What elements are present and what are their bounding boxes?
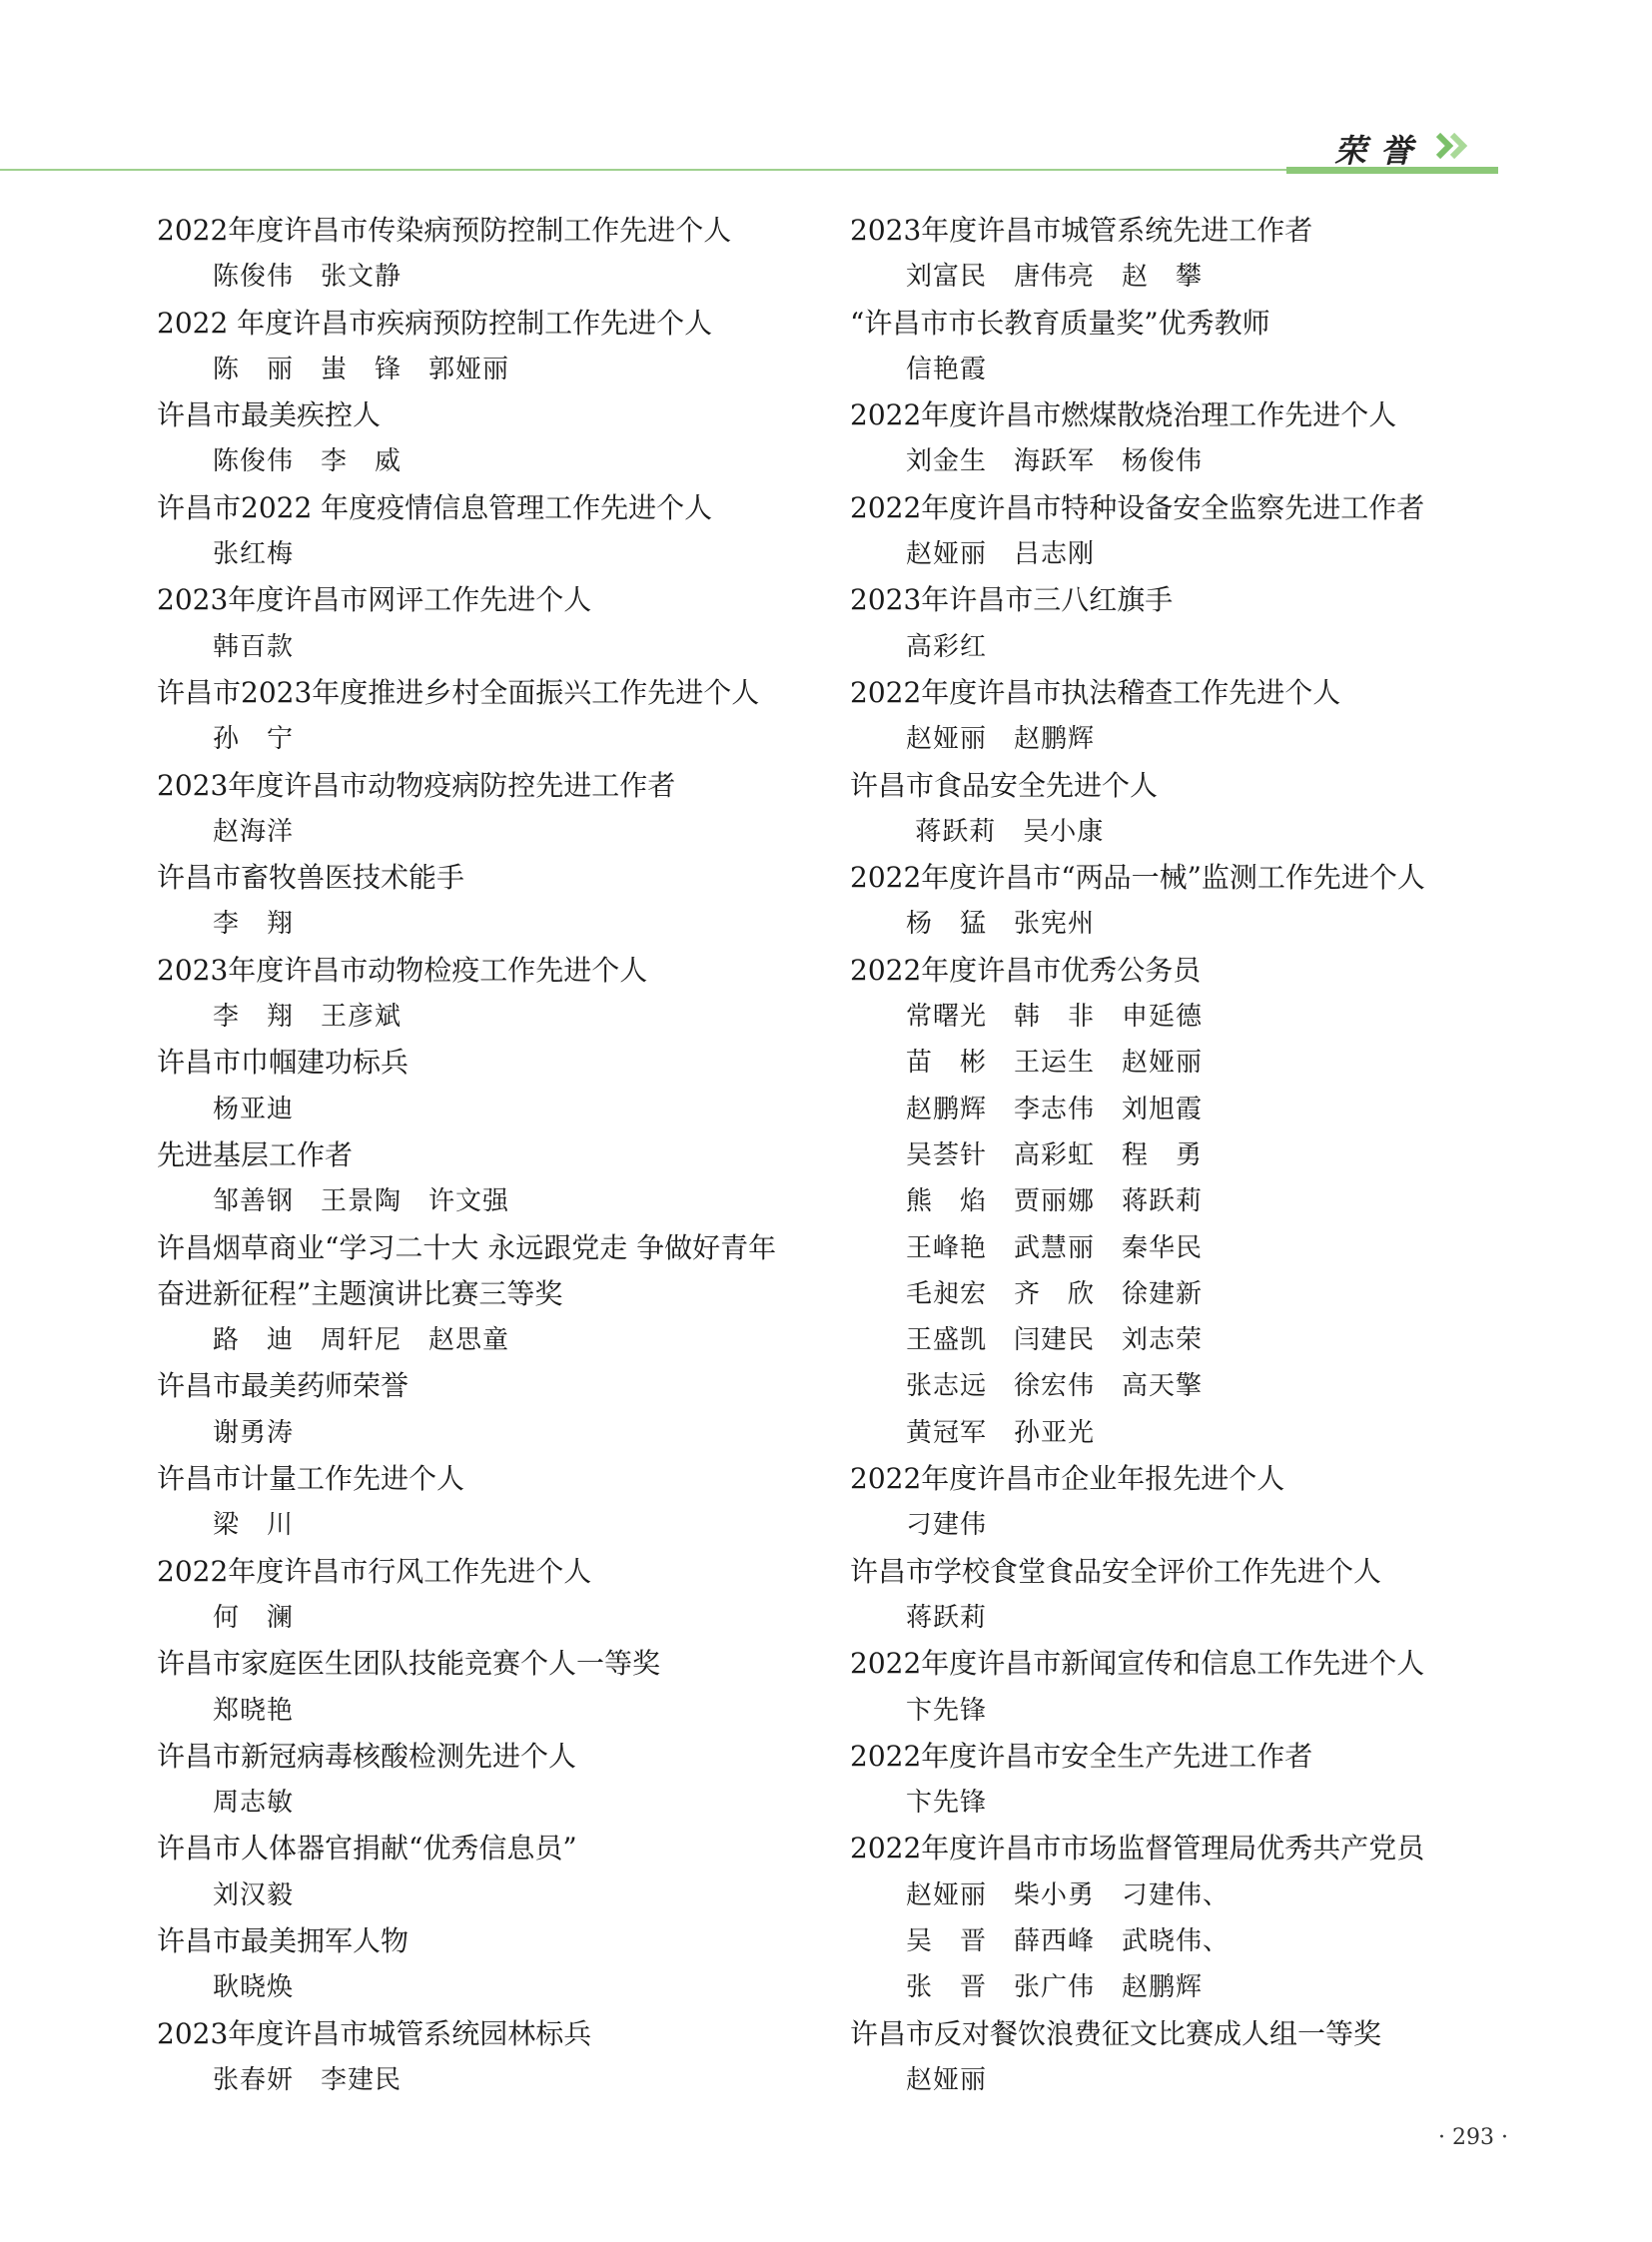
recipient-names: 赵娅丽 柴小勇 刁建伟、 (906, 1879, 1231, 1910)
recipient-names: 蒋跃莉 吴小康 (906, 816, 1105, 847)
double-chevron-right-icon (1434, 131, 1474, 161)
recipient-names: 常曙光 韩 非 申延德 (906, 1002, 1204, 1033)
recipient-names: 张红梅 (213, 539, 295, 570)
recipient-names: 赵娅丽 赵鹏辉 (906, 724, 1096, 755)
award-title: 2022年度许昌市传染病预防控制工作先进个人 (157, 214, 732, 247)
recipient-names: 郑晓艳 (213, 1695, 295, 1726)
recipient-names: 吴 晋 薛西峰 武晓伟、 (906, 1925, 1231, 1956)
recipient-names: 陈俊伟 张文静 (213, 262, 403, 293)
recipient-names: 毛昶宏 齐 欣 徐建新 (906, 1278, 1204, 1309)
award-title: 先进基层工作者 (157, 1137, 354, 1171)
award-title: 许昌市食品安全先进个人 (850, 768, 1159, 802)
recipient-names: 刁建伟 (906, 1510, 988, 1541)
award-title: 2022年度许昌市新闻宣传和信息工作先进个人 (850, 1647, 1425, 1681)
award-title: 许昌市新冠病毒核酸检测先进个人 (157, 1739, 577, 1773)
recipient-names: 赵海洋 (213, 816, 295, 847)
left-column (157, 208, 816, 2103)
award-title: 许昌市畜牧兽医技术能手 (157, 861, 465, 895)
right-column (850, 208, 1509, 2103)
page-number: · 293 · (1438, 2125, 1508, 2150)
recipient-names: 谢勇涛 (213, 1417, 295, 1448)
recipient-names: 刘富民 唐伟亮 赵 攀 (906, 262, 1204, 293)
recipient-names: 杨 猛 张宪州 (906, 909, 1096, 940)
recipient-names: 陈俊伟 李 威 (213, 446, 403, 477)
award-title: 2022年度许昌市优秀公务员 (850, 953, 1202, 987)
recipient-names: 王峰艳 武慧丽 秦华民 (906, 1232, 1204, 1263)
recipient-names: 信艳霞 (906, 354, 988, 384)
recipient-names: 吴荟针 高彩虹 程 勇 (906, 1139, 1204, 1170)
award-title: 许昌市2022 年度疫情信息管理工作先进个人 (157, 490, 713, 524)
award-title: 2023年度许昌市城管系统先进工作者 (850, 214, 1313, 247)
award-title: 许昌市反对餐饮浪费征文比赛成人组一等奖 (850, 2016, 1382, 2050)
award-title: 2022年度许昌市特种设备安全监察先进工作者 (850, 490, 1425, 524)
award-title: 许昌市人体器官捐献“优秀信息员” (157, 1832, 577, 1866)
recipient-names: 何 澜 (213, 1602, 295, 1633)
award-title: 许昌市学校食堂食品安全评价工作先进个人 (850, 1554, 1382, 1588)
recipient-names: 张春妍 李建民 (213, 2064, 403, 2095)
recipient-names: 梁 川 (213, 1510, 295, 1541)
recipient-names: 高彩红 (906, 631, 988, 662)
recipient-names: 黄冠军 孙亚光 (906, 1417, 1096, 1448)
award-title: 2022年度许昌市安全生产先进工作者 (850, 1739, 1313, 1773)
recipient-names: 赵娅丽 (906, 2064, 988, 2095)
award-title: 许昌市最美疾控人 (157, 398, 382, 432)
section-title: 荣誉 (1334, 132, 1427, 170)
award-title: 许昌市最美药师荣誉 (157, 1369, 410, 1403)
award-title: 许昌市巾帼建功标兵 (157, 1046, 410, 1080)
recipient-names: 卞先锋 (906, 1695, 988, 1726)
award-title: 许昌市计量工作先进个人 (157, 1462, 465, 1496)
award-title: 2023年度许昌市动物疫病防控先进工作者 (157, 768, 676, 802)
award-title: 许昌市2023年度推进乡村全面振兴工作先进个人 (157, 675, 760, 709)
recipient-names: 王盛凯 闫建民 刘志荣 (906, 1325, 1204, 1356)
recipient-names: 苗 彬 王运生 赵娅丽 (906, 1048, 1204, 1079)
award-title: 许昌烟草商业“学习二十大 永远跟党走 争做好青年 (157, 1230, 777, 1264)
recipient-names: 韩百款 (213, 631, 295, 662)
award-title: 2022年度许昌市市场监督管理局优秀共产党员 (850, 1832, 1425, 1866)
recipient-names: 赵娅丽 吕志刚 (906, 539, 1096, 570)
recipient-names: 杨亚迪 (213, 1094, 295, 1124)
recipient-names: 周志敏 (213, 1788, 295, 1819)
award-title: 2022年度许昌市执法稽查工作先进个人 (850, 675, 1341, 709)
award-title: 2022年度许昌市企业年报先进个人 (850, 1462, 1285, 1496)
recipient-names: 刘金生 海跃军 杨俊伟 (906, 446, 1204, 477)
award-title: 许昌市最美拥军人物 (157, 1923, 410, 1957)
award-title: 奋进新征程”主题演讲比赛三等奖 (157, 1276, 563, 1310)
recipient-names: 刘汉毅 (213, 1879, 295, 1910)
recipient-names: 卞先锋 (906, 1788, 988, 1819)
recipient-names: 赵鹏辉 李志伟 刘旭霞 (906, 1094, 1204, 1124)
award-title: 2023年度许昌市城管系统园林标兵 (157, 2016, 592, 2050)
recipient-names: 耿晓焕 (213, 1972, 295, 2003)
recipient-names: 李 翔 王彦斌 (213, 1002, 403, 1033)
award-title: 2022 年度许昌市疾病预防控制工作先进个人 (157, 306, 713, 340)
award-title: 许昌市家庭医生团队技能竞赛个人一等奖 (157, 1647, 661, 1681)
award-title: 2023年许昌市三八红旗手 (850, 583, 1174, 617)
recipient-names: 陈 丽 蚩 锋 郭娅丽 (213, 354, 510, 384)
award-title: 2022年度许昌市“两品一械”监测工作先进个人 (850, 861, 1425, 895)
recipient-names: 孙 宁 (213, 724, 295, 755)
award-title: 2023年度许昌市动物检疫工作先进个人 (157, 953, 648, 987)
award-title: 2023年度许昌市网评工作先进个人 (157, 583, 592, 617)
recipient-names: 路 迪 周轩尼 赵思童 (213, 1325, 510, 1356)
recipient-names: 李 翔 (213, 909, 295, 940)
recipient-names: 蒋跃莉 (906, 1602, 988, 1633)
recipient-names: 张志远 徐宏伟 高天擎 (906, 1371, 1204, 1402)
award-title: “许昌市市长教育质量奖”优秀教师 (850, 306, 1270, 340)
recipient-names: 熊 焰 贾丽娜 蒋跃莉 (906, 1186, 1204, 1217)
recipient-names: 张 晋 张广伟 赵鹏辉 (906, 1972, 1204, 2003)
award-title: 2022年度许昌市行风工作先进个人 (157, 1554, 592, 1588)
recipient-names: 邹善钢 王景陶 许文强 (213, 1186, 510, 1217)
award-title: 2022年度许昌市燃煤散烧治理工作先进个人 (850, 398, 1397, 432)
header-divider-line (0, 169, 1498, 171)
